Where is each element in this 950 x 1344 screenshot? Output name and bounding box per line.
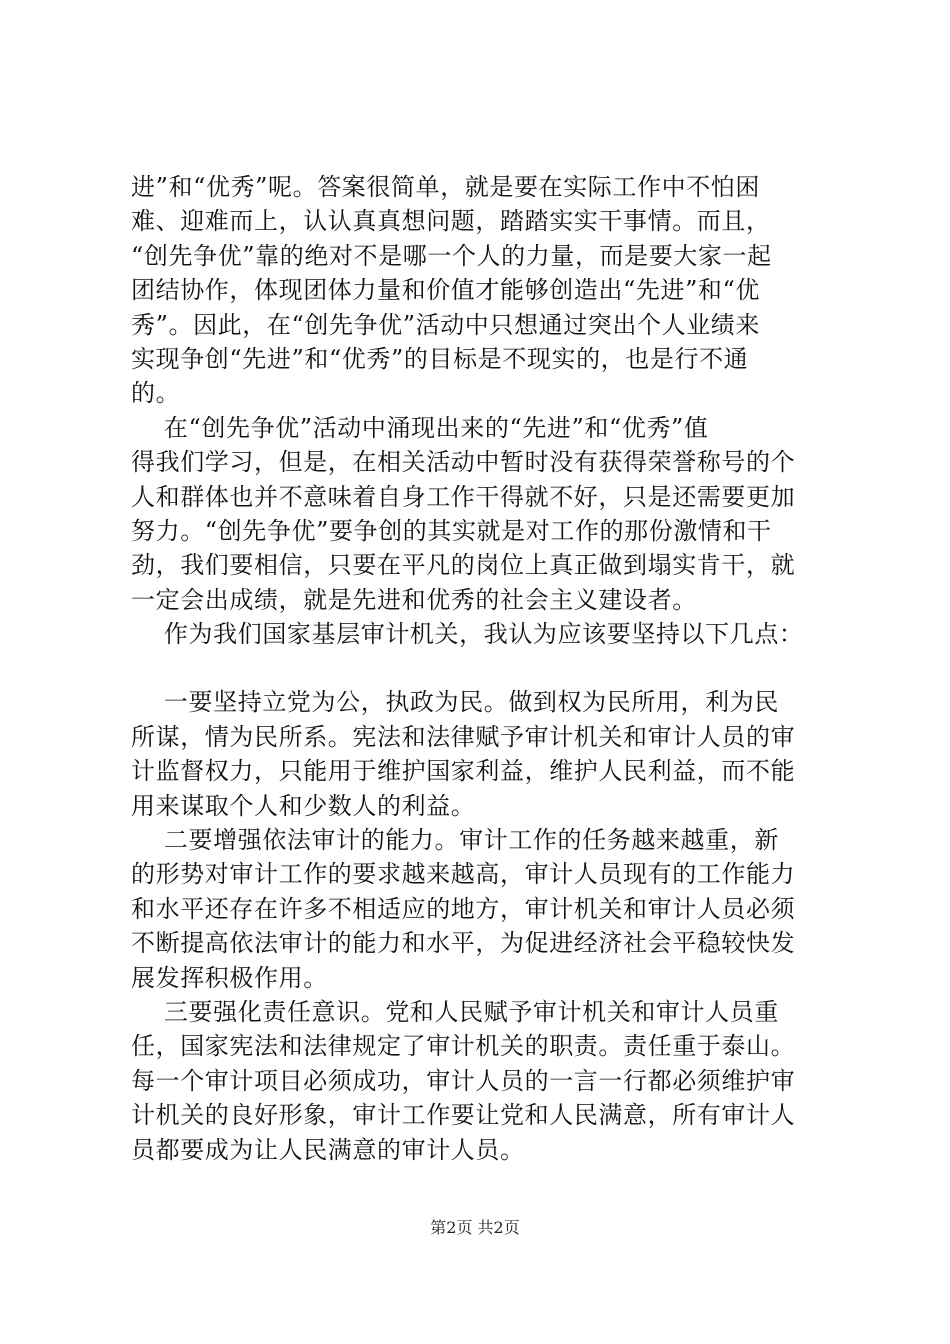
text-line: 的。 xyxy=(131,379,181,408)
text-line: 一要坚持立党为公，执政为民。做到权为民所用，利为民 xyxy=(131,688,779,717)
text-line: 的形势对审计工作的要求越来越高，审计人员现有的工作能力 xyxy=(131,860,796,889)
text-line: 实现争创“先进”和“优秀”的目标是不现实的，也是行不通 xyxy=(131,344,749,373)
text-line: 秀”。因此，在“创先争优”活动中只想通过突出个人业绩来 xyxy=(131,310,761,339)
text-block-2 xyxy=(131,685,831,1166)
text-line: 任，国家宪法和法律规定了审计机关的职责。责任重于泰山。 xyxy=(131,1032,796,1061)
text-line: 进”和“优秀”呢。答案很简单，就是要在实际工作中不怕困 xyxy=(131,173,761,201)
text-line: 人和群体也并不意味着自身工作干得就不好，只是还需要更加 xyxy=(131,482,796,511)
text-line: 在“创先争优”活动中涌现出来的“先进”和“优秀”值 xyxy=(131,413,709,442)
text-line: 员都要成为让人民满意的审计人员。 xyxy=(131,1135,525,1164)
text-line: 难、迎难而上，认认真真想问题，踏踏实实干事情。而且， xyxy=(131,207,771,236)
text-line: 不断提高依法审计的能力和水平，为促进经济社会平稳较快发 xyxy=(131,929,796,958)
text-line: 展发挥积极作用。 xyxy=(131,963,328,992)
text-line: 一定会出成绩，就是先进和优秀的社会主义建设者。 xyxy=(131,585,697,614)
text-line: 二要增强依法审计的能力。审计工作的任务越来越重，新 xyxy=(131,826,779,855)
page-number-footer: 第2页 共2页 xyxy=(430,1218,520,1237)
text-line: 劲，我们要相信，只要在平凡的岗位上真正做到塌实肯干，就 xyxy=(131,551,796,580)
text-line: 三要强化责任意识。党和人民赋予审计机关和审计人员重 xyxy=(131,997,779,1026)
document-body xyxy=(131,170,831,1167)
text-line: 团结协作，体现团体力量和价值才能够创造出“先进”和“优 xyxy=(131,276,761,305)
text-line: 和水平还存在许多不相适应的地方，审计机关和审计人员必须 xyxy=(131,894,796,923)
text-line: 所谋，情为民所系。宪法和法律赋予审计机关和审计人员的审 xyxy=(131,722,796,751)
text-line: 每一个审计项目必须成功，审计人员的一言一行都必须维护审 xyxy=(131,1066,796,1095)
text-line: “创先争优”靠的绝对不是哪一个人的力量，而是要大家一起 xyxy=(131,241,772,270)
text-block-1 xyxy=(131,170,831,651)
paragraph-gap xyxy=(131,651,831,685)
text-line: 用来谋取个人和少数人的利益。 xyxy=(131,791,476,820)
text-line: 作为我们国家基层审计机关，我认为应该要坚持以下几点： xyxy=(131,620,804,649)
text-line: 得我们学习，但是，在相关活动中暂时没有获得荣誉称号的个 xyxy=(131,448,796,477)
text-line: 计机关的良好形象，审计工作要让党和人民满意，所有审计人 xyxy=(131,1101,796,1130)
text-line: 计监督权力，只能用于维护国家利益，维护人民利益，而不能 xyxy=(131,757,796,786)
text-line: 努力。“创先争优”要争创的其实就是对工作的那份激情和干 xyxy=(131,516,772,545)
